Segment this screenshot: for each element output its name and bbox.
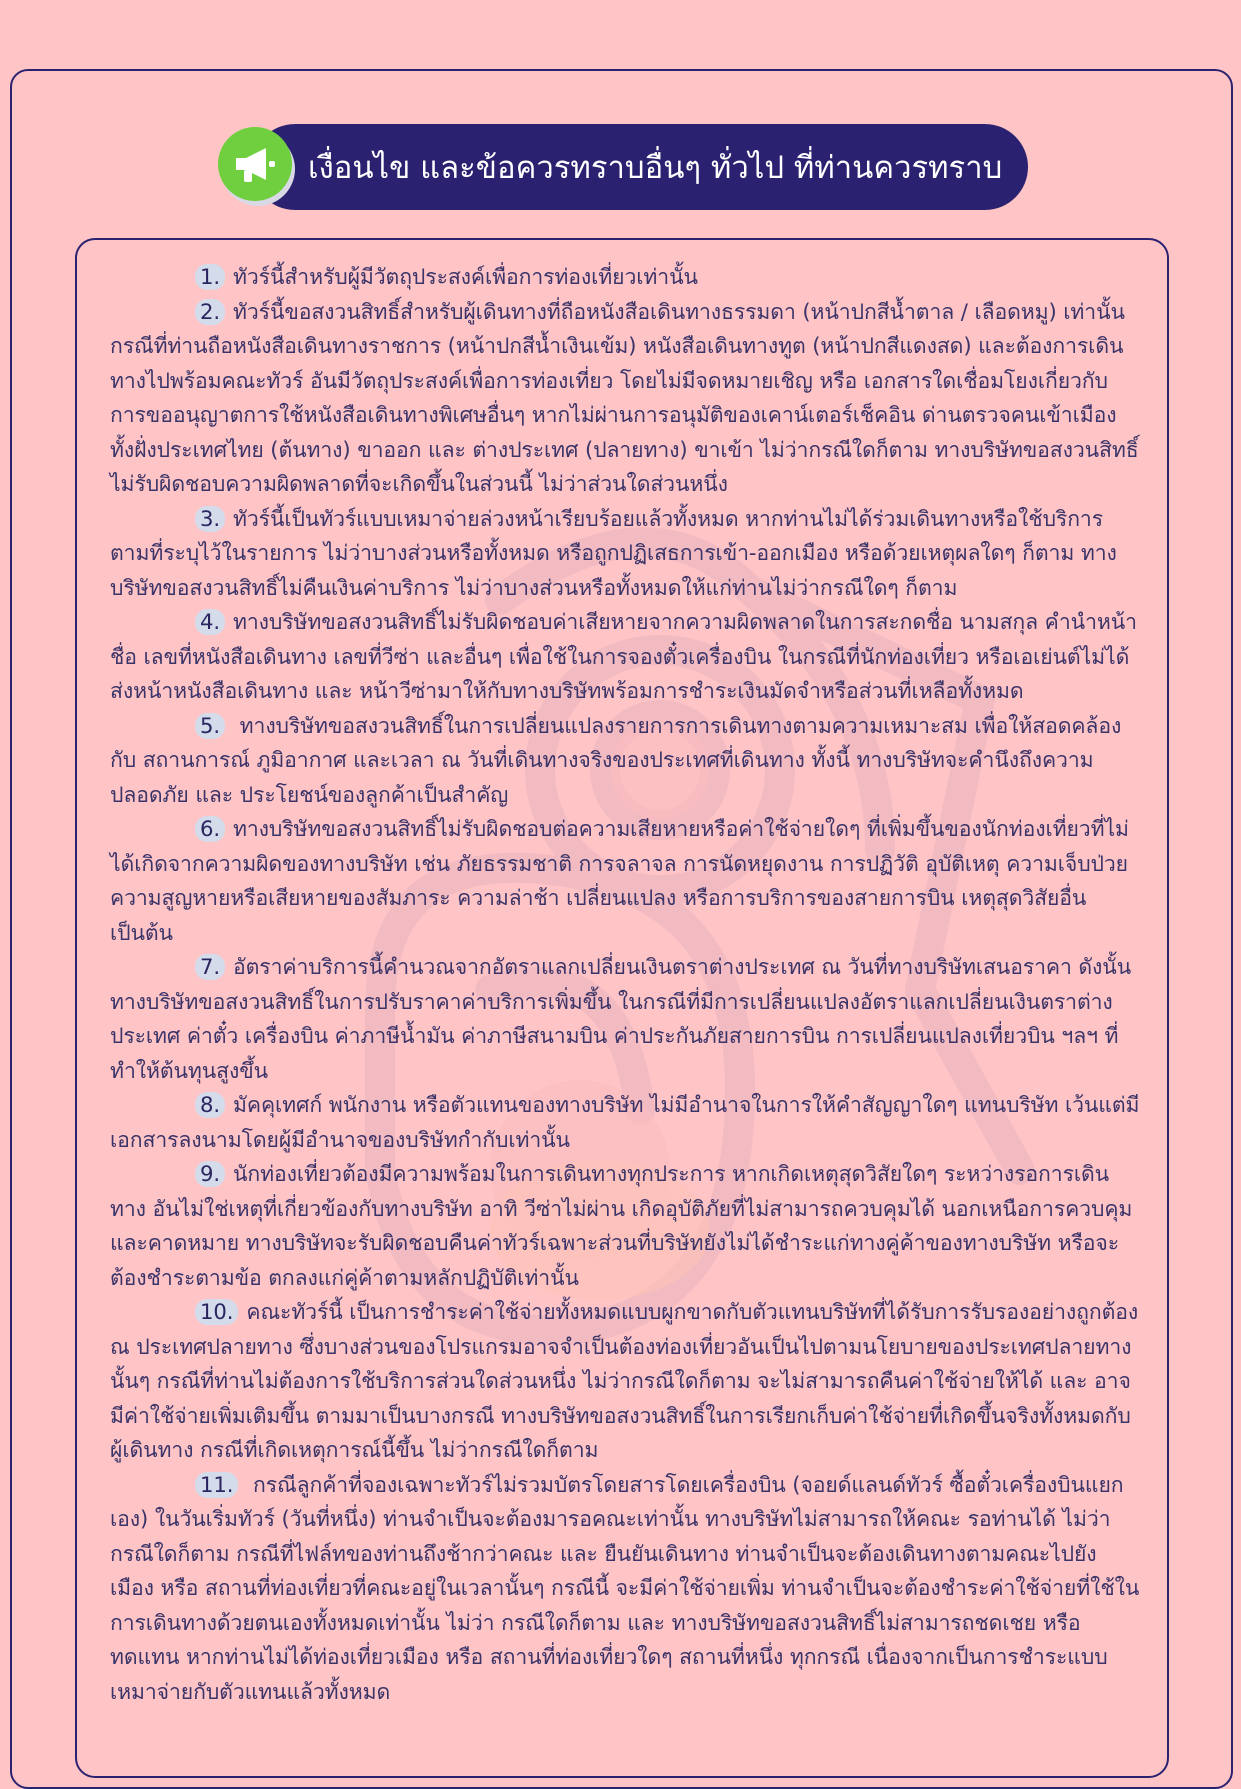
list-item [110, 812, 1140, 950]
item-number: 5. [195, 713, 225, 739]
item-text: ทัวร์นี้ขอสงวนสิทธิ์สำหรับผู้เดินทางที่ถือหนังสือเดินทางธรรมดา (หน้าปกสีน้ำตาล / เลือดหมู) เท่านั้น กรณีที่ท่านถือหนังสือเดินทางราชการ (หน้าปกสีน้ำเงินเข้ม) หนังสือเดินทางทูต (หน้าปกสีแดงสด) และต้องการเดินทางไปพร้อมคณะทัวร์ อันมีวัตถุประสงค์เพื่อการท่องเที่ยว โดยไม่มีจดหมายเชิญ หรือ เอกสารใดเชื่อมโยงเกี่ยวกับการขออนุญาตการใช้หนังสือเดินทางพิเศษอื่นๆ หากไม่ผ่านการอนุมัติของเคาน์เตอร์เช็คอิน ด่านตรวจคนเข้าเมือง ทั้งฝั่งประเทศไทย (ต้นทาง) ขาออก และ ต่างประเทศ (ปลายทาง) ขาเข้า ไม่ว่ากรณีใดก็ตาม ทางบริษัทขอสงวนสิทธิ์ไม่รับผิดชอบความผิดพลาดที่จะเกิดขึ้นในส่วนนี้ ไม่ว่าส่วนใดส่วนหนึ่ง [110, 298, 1139, 496]
list-item [110, 1295, 1140, 1468]
list-item [110, 1468, 1140, 1710]
item-text: อัตราค่าบริการนี้คำนวณจากอัตราแลกเปลี่ยนเงินตราต่างประเทศ ณ วันที่ทางบริษัทเสนอราคา ดังนั้น ทางบริษัทขอสงวนสิทธิ์ในการปรับราคาค่าบริการเพิ่มขึ้น ในกรณีที่มีการเปลี่ยนแปลงอัตราแลกเปลี่ยนเงินตราต่างประเทศ ค่าตั๋ว เครื่องบิน ค่าภาษีน้ำมัน ค่าภาษีสนามบิน ค่าประกันภัยสายการบิน การเปลี่ยนแปลงเที่ยวบิน ฯลฯ ที่ทำให้ต้นทุนสูงขึ้น [110, 954, 1132, 1083]
list-item [110, 260, 1140, 295]
item-number: 7. [195, 954, 225, 980]
list-item [110, 1157, 1140, 1295]
item-number: 2. [195, 299, 225, 325]
item-number: 6. [195, 816, 225, 842]
item-number: 9. [195, 1161, 225, 1187]
terms-list [110, 260, 1140, 1709]
megaphone-icon [218, 127, 292, 201]
item-text: ทัวร์นี้เป็นทัวร์แบบเหมาจ่ายล่วงหน้าเรียบร้อยแล้วทั้งหมด หากท่านไม่ได้ร่วมเดินทางหรือใช้บริการตามที่ระบุไว้ในรายการ ไม่ว่าบางส่วนหรือทั้งหมด หรือถูกปฏิเสธการเข้า-ออกเมือง หรือด้วยเหตุผลใดๆ ก็ตาม ทางบริษัทขอสงวนสิทธิ์ไม่คืนเงินค่าบริการ ไม่ว่าบางส่วนหรือทั้งหมดให้แก่ท่านไม่ว่ากรณีใดๆ ก็ตาม [110, 505, 1117, 600]
page-title: เงื่อนไข และข้อควรทราบอื่นๆ ทั่วไป ที่ท่านควรทราบ [308, 150, 1003, 186]
item-text: มัคคุเทศก์ พนักงาน หรือตัวแทนของทางบริษัท ไม่มีอำนาจในการให้คำสัญญาใดๆ แทนบริษัท เว้นแต่มีเอกสารลงนามโดยผู้มีอำนาจของบริษัทกำกับเท่านั้น [110, 1092, 1140, 1152]
item-text: ทางบริษัทขอสงวนสิทธิ์ในการเปลี่ยนแปลงรายการการเดินทางตามความเหมาะสม เพื่อให้สอดคล้องกับ สถานการณ์ ภูมิอากาศ และเวลา ณ วันที่เดินทางจริงของประเทศที่เดินทาง ทั้งนี้ ทางบริษัทจะคำนึงถึงความปลอดภัย และ ประโยชน์ของลูกค้าเป็นสำคัญ [110, 712, 1122, 807]
item-text: กรณีลูกค้าที่จองเฉพาะทัวร์ไม่รวมบัตรโดยสารโดยเครื่องบิน (จอยด์แลนด์ทัวร์ ซื้อตั๋วเครื่องบินแยกเอง) ในวันเริ่มทัวร์ (วันที่หนึ่ง) ท่านจำเป็นจะต้องมารอคณะเท่านั้น ทางบริษัทไม่สามารถให้คณะ รอท่านได้ ไม่ว่ากรณีใดก็ตาม กรณีที่ไฟล์ทของท่านถึงช้ากว่าคณะ และ ยืนยันเดินทาง ท่านจำเป็นจะต้องเดินทางตามคณะไปยังเมือง หรือ สถานที่ท่องเที่ยวที่คณะอยู่ในเวลานั้นๆ กรณีนี้ จะมีค่าใช้จ่ายเพิ่ม ท่านจำเป็นจะต้องชำระค่าใช้จ่ายที่ใช้ในการเดินทางด้วยตนเองทั้งหมดเท่านั้น ไม่ว่า กรณีใดก็ตาม และ ทางบริษัทขอสงวนสิทธิ์ไม่สามารถชดเชย หรือ ทดแทน หากท่านไม่ได้ท่องเที่ยวเมือง หรือ สถานที่ท่องเที่ยวใดๆ สถานที่หนึ่ง ทุกกรณี เนื่องจากเป็นการชำระแบบเหมาจ่ายกับตัวแทนแล้วทั้งหมด [110, 1471, 1140, 1704]
item-number: 10. [195, 1299, 238, 1325]
list-item [110, 295, 1140, 502]
list-item [110, 502, 1140, 606]
item-text: ทางบริษัทขอสงวนสิทธิ์ไม่รับผิดชอบต่อความเสียหายหรือค่าใช้จ่ายใดๆ ที่เพิ่มขึ้นของนักท่องเที่ยวที่ไม่ได้เกิดจากความผิดของทางบริษัท เช่น ภัยธรรมชาติ การจลาจล การนัดหยุดงาน การปฏิวัติ อุบัติเหตุ ความเจ็บป่วย ความสูญหายหรือเสียหายของสัมภาระ ความล่าช้า เปลี่ยนแปลง หรือการบริการของสายการบิน เหตุสุดวิสัยอื่น เป็นต้น [110, 816, 1129, 945]
item-number: 1. [195, 264, 225, 290]
title-banner [218, 124, 1028, 210]
item-text: คณะทัวร์นี้ เป็นการชำระค่าใช้จ่ายทั้งหมดแบบผูกขาดกับตัวแทนบริษัทที่ได้รับการรับรองอย่างถูกต้อง ณ ประเทศปลายทาง ซึ่งบางส่วนของโปรแกรมอาจจำเป็นต้องท่องเที่ยวอันเป็นไปตามนโยบายของประเทศปลายทางนั้นๆ กรณีที่ท่านไม่ต้องการใช้บริการส่วนใดส่วนหนึ่ง ไม่ว่ากรณีใดก็ตาม จะไม่สามารถคืนค่าใช้จ่ายให้ได้ และ อาจมีค่าใช้จ่ายเพิ่มเติมขึ้น ตามมาเป็นบางกรณี ทางบริษัทขอสงวนสิทธิ์ในการเรียกเก็บค่าใช้จ่ายที่เกิดขึ้นจริงทั้งหมดกับผู้เดินทาง กรณีที่เกิดเหตุการณ์นี้ขึ้น ไม่ว่ากรณีใดก็ตาม [110, 1299, 1139, 1462]
list-item [110, 1088, 1140, 1157]
list-item [110, 709, 1140, 813]
item-number: 11. [195, 1472, 238, 1498]
item-text: ทัวร์นี้สำหรับผู้มีวัตถุประสงค์เพื่อการท่องเที่ยวเท่านั้น [233, 264, 698, 289]
item-number: 3. [195, 506, 225, 532]
item-number: 8. [195, 1092, 225, 1118]
title-pill [252, 124, 1028, 210]
item-text: นักท่องเที่ยวต้องมีความพร้อมในการเดินทางทุกประการ หากเกิดเหตุสุดวิสัยใดๆ ระหว่างรอการเดินทาง อันไม่ใช่เหตุที่เกี่ยวข้องกับทางบริษัท อาทิ วีซ่าไม่ผ่าน เกิดอุบัติภัยที่ไม่สามารถควบคุมได้ นอกเหนือการควบคุมและคาดหมาย ทางบริษัทจะรับผิดชอบคืนค่าทัวร์เฉพาะส่วนที่บริษัทยังไม่ได้ชำระแก่ทางคู่ค้าของทางบริษัท หรือจะต้องชำระตามข้อ ตกลงแก่คู่ค้าตามหลักปฏิบัติเท่านั้น [110, 1161, 1133, 1290]
list-item [110, 605, 1140, 709]
item-text: ทางบริษัทขอสงวนสิทธิ์ไม่รับผิดชอบค่าเสียหายจากความผิดพลาดในการสะกดชื่อ นามสกุล คำนำหน้าชื่อ เลขที่หนังสือเดินทาง เลขที่วีซ่า และอื่นๆ เพื่อใช้ในการจองตั๋วเครื่องบิน ในกรณีที่นักท่องเที่ยว หรือเอเย่นต์ไม่ได้ส่งหน้าหนังสือเดินทาง และ หน้าวีซ่ามาให้กับทางบริษัทพร้อมการชำระเงินมัดจำหรือส่วนที่เหลือทั้งหมด [110, 609, 1137, 703]
item-number: 4. [195, 609, 225, 635]
list-item [110, 950, 1140, 1088]
